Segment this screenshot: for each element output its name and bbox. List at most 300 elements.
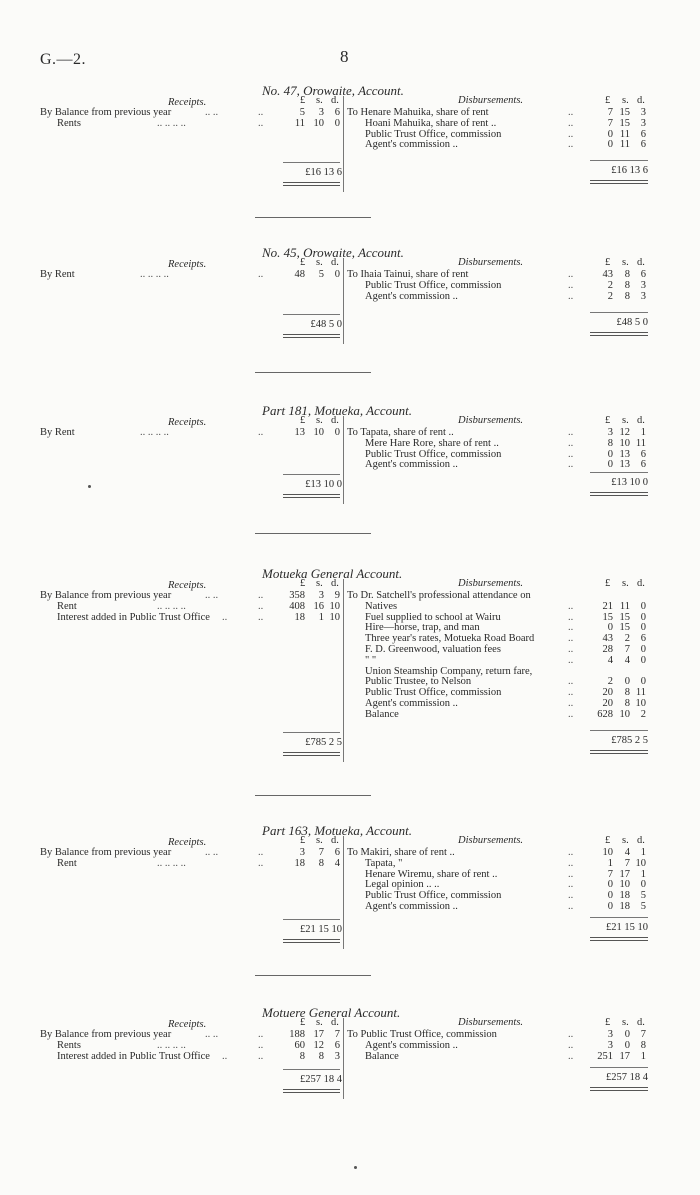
disbursement-leader-end: ..: [568, 459, 574, 471]
disbursement-amount-pounds: 3: [607, 1039, 613, 1051]
disbursement-item: Union Steamship Company, return fare,: [365, 665, 533, 677]
receipts-total-rule: [283, 314, 340, 315]
disbursement-item: Public Trust Office, commission: [365, 687, 502, 699]
disbursements-total: £785 2 5: [611, 735, 648, 746]
receipt-leader-end: ..: [258, 427, 264, 438]
disbursements-lsd-header: d.: [637, 95, 645, 106]
receipt-leader: .. .. .. ..: [140, 269, 169, 280]
disbursement-amount-pounds: 1: [607, 857, 613, 869]
disbursement-amount-pence: 2: [640, 708, 646, 720]
disbursement-amount-shillings: 4: [624, 654, 630, 666]
receipt-amount-shillings: 3: [318, 107, 324, 118]
disbursement-amount-shillings: 11: [619, 600, 630, 612]
disbursement-amount-pounds: 7: [607, 868, 613, 880]
receipts-lsd-header: £: [300, 95, 306, 106]
disbursement-item: Public Trust Office, commission: [365, 448, 502, 460]
disbursement-item: " ": [365, 654, 377, 666]
receipt-amount-pounds: 5: [299, 107, 305, 118]
disbursement-amount-pounds: 20: [602, 687, 613, 699]
disbursement-amount-pounds: 0: [607, 459, 613, 471]
disbursement-leader-end: ..: [568, 611, 574, 623]
disbursement-amount-shillings: 15: [619, 611, 630, 623]
disbursement-amount-shillings: 11: [619, 128, 630, 140]
disbursement-item: Legal opinion .. ..: [365, 879, 440, 891]
disbursement-amount-pence: 1: [640, 868, 646, 880]
receipt-leader-end: ..: [258, 847, 264, 858]
receipt-amount-shillings: 17: [313, 1029, 324, 1040]
disbursement-amount-shillings: 0: [624, 1039, 630, 1051]
disbursement-amount-pence: 11: [635, 687, 646, 699]
disbursements-heading: Disbursements.: [458, 835, 524, 846]
disbursement-amount-pounds: 4: [607, 654, 613, 666]
receipt-leader: .. ..: [205, 847, 219, 858]
disbursement-item: Tapata, ": [365, 857, 403, 869]
section-separator: [255, 217, 371, 218]
receipt-amount-pence: 0: [334, 269, 340, 280]
disbursement-item: Agent's commission ..: [365, 139, 458, 151]
disbursement-amount-shillings: 15: [619, 622, 630, 634]
receipts-lsd-header: £: [300, 1017, 306, 1028]
disbursement-amount-pounds: 2: [607, 279, 613, 291]
disbursement-leader-end: ..: [568, 890, 574, 902]
disbursement-leader-end: ..: [568, 290, 574, 302]
disbursements-total-rule: [590, 472, 648, 473]
disbursement-amount-pence: 0: [640, 879, 646, 891]
receipt-amount-shillings: 10: [313, 427, 324, 438]
receipt-amount-pounds: 60: [294, 1039, 305, 1051]
receipts-total: £21 15 10: [300, 924, 342, 935]
receipt-amount-shillings: 12: [313, 1039, 324, 1051]
disbursement-amount-pounds: 0: [607, 139, 613, 151]
disbursement-leader-end: ..: [568, 644, 574, 655]
series-label: G.—2.: [40, 51, 87, 68]
disbursements-total: £21 15 10: [606, 922, 648, 933]
account-title: Motueka General Account.: [262, 566, 403, 581]
disbursement-item: Natives: [365, 600, 398, 612]
receipt-amount-pence: 6: [334, 847, 340, 858]
disbursement-leader-end: ..: [568, 676, 574, 688]
receipt-item: By Balance from previous year: [40, 1029, 172, 1040]
receipts-lsd-header: £: [300, 257, 306, 268]
disbursement-amount-pence: 1: [640, 1050, 646, 1062]
receipt-item: By Balance from previous year: [40, 590, 172, 601]
receipt-amount-pence: 10: [329, 600, 340, 612]
receipts-lsd-header: s.: [316, 578, 323, 589]
section-separator: [255, 975, 371, 976]
disbursement-amount-pence: 1: [640, 427, 646, 438]
receipt-amount-shillings: 1: [318, 611, 324, 623]
ledger-divider: [343, 258, 344, 344]
disbursements-heading: Disbursements.: [458, 415, 524, 426]
disbursement-leader-end: ..: [568, 1050, 574, 1062]
disbursement-amount-shillings: 17: [619, 1050, 630, 1062]
disbursement-amount-shillings: 13: [619, 459, 630, 471]
disbursements-lsd-header: £: [605, 257, 611, 268]
disbursement-item: Agent's commission ..: [365, 1039, 458, 1051]
receipt-amount-pence: 0: [334, 117, 340, 129]
receipt-leader-end: ..: [258, 611, 264, 623]
receipts-total-double-rule: [283, 1089, 340, 1093]
disbursement-leader-end: ..: [568, 622, 574, 634]
receipt-amount-pounds: 11: [294, 117, 305, 129]
receipt-amount-shillings: 8: [318, 1050, 324, 1062]
receipts-lsd-header: £: [300, 835, 306, 846]
receipts-heading: Receipts.: [168, 837, 207, 848]
receipt-leader-end: ..: [258, 1029, 264, 1040]
disbursements-lsd-header: d.: [637, 1017, 645, 1028]
disbursement-amount-pence: 10: [635, 698, 646, 709]
disbursements-lsd-header: d.: [637, 578, 645, 589]
disbursement-amount-shillings: 17: [619, 868, 630, 880]
receipt-leader: ..: [222, 611, 228, 623]
disbursements-lsd-header: s.: [622, 95, 629, 106]
disbursement-amount-pence: 5: [640, 890, 646, 902]
disbursement-amount-pounds: 28: [602, 644, 613, 655]
disbursement-amount-shillings: 10: [619, 708, 630, 720]
disbursement-item: To Tapata, share of rent ..: [347, 427, 454, 438]
receipt-leader: .. ..: [205, 590, 219, 601]
receipt-leader: ..: [222, 1050, 228, 1062]
disbursement-item: To Dr. Satchell's professional attendance on: [347, 590, 531, 601]
disbursements-total-double-rule: [590, 937, 648, 941]
disbursement-amount-pence: 3: [640, 117, 646, 129]
disbursement-amount-pounds: 2: [607, 290, 613, 302]
disbursement-item: Henare Wiremu, share of rent ..: [365, 868, 498, 880]
disbursement-amount-shillings: 4: [624, 847, 630, 858]
receipts-lsd-header: £: [300, 578, 306, 589]
ledger-divider: [343, 836, 344, 949]
disbursement-amount-pence: 0: [640, 644, 646, 655]
disbursement-leader-end: ..: [568, 107, 574, 118]
disbursements-total-double-rule: [590, 1087, 648, 1091]
disbursement-amount-shillings: 10: [619, 437, 630, 449]
disbursement-amount-pounds: 3: [607, 1029, 613, 1040]
disbursements-total-double-rule: [590, 332, 648, 336]
receipts-lsd-header: d.: [331, 578, 339, 589]
disbursement-amount-pounds: 0: [607, 901, 613, 912]
receipt-amount-pounds: 3: [299, 847, 305, 858]
disbursement-amount-shillings: 8: [624, 269, 630, 280]
receipt-item: Rents: [57, 117, 81, 129]
disbursement-leader-end: ..: [568, 437, 574, 449]
receipt-amount-shillings: 7: [318, 847, 324, 858]
disbursements-heading: Disbursements.: [458, 1017, 524, 1028]
disbursement-item: Public Trust Office, commission: [365, 890, 502, 902]
disbursements-total-double-rule: [590, 492, 648, 496]
disbursement-leader-end: ..: [568, 879, 574, 891]
receipts-lsd-header: d.: [331, 415, 339, 426]
receipt-leader: .. .. .. ..: [157, 600, 186, 612]
receipts-lsd-header: d.: [331, 257, 339, 268]
account-title: Part 181, Motueka, Account.: [262, 403, 412, 418]
disbursement-item: Agent's commission ..: [365, 901, 458, 912]
disbursement-amount-pounds: 628: [597, 708, 613, 720]
disbursement-item: Public Trust Office, commission: [365, 279, 502, 291]
receipts-heading: Receipts.: [168, 259, 207, 270]
receipt-leader-end: ..: [258, 600, 264, 612]
receipt-amount-pounds: 48: [294, 269, 305, 280]
disbursement-amount-pence: 6: [640, 269, 646, 280]
disbursement-item: Public Trust Office, commission: [365, 128, 502, 140]
disbursements-lsd-header: d.: [637, 257, 645, 268]
receipts-lsd-header: s.: [316, 257, 323, 268]
disbursement-leader-end: ..: [568, 427, 574, 438]
disbursement-amount-shillings: 18: [619, 890, 630, 902]
disbursement-amount-shillings: 10: [619, 879, 630, 891]
receipt-amount-pence: 7: [334, 1029, 340, 1040]
disbursement-amount-pence: 11: [635, 437, 646, 449]
disbursements-lsd-header: d.: [637, 835, 645, 846]
disbursement-amount-shillings: 8: [624, 687, 630, 699]
receipts-total: £13 10 0: [305, 479, 342, 490]
disbursements-lsd-header: s.: [622, 1017, 629, 1028]
receipts-total-double-rule: [283, 494, 340, 498]
disbursement-amount-pence: 6: [640, 139, 646, 151]
disbursements-total-rule: [590, 312, 648, 313]
disbursements-total: £257 18 4: [606, 1072, 648, 1083]
account-title: Motuere General Account.: [262, 1005, 401, 1020]
disbursement-leader-end: ..: [568, 448, 574, 460]
disbursement-item: Agent's commission ..: [365, 459, 458, 471]
disbursements-lsd-header: s.: [622, 835, 629, 846]
receipt-amount-pence: 10: [329, 611, 340, 623]
disbursement-leader-end: ..: [568, 901, 574, 912]
receipts-lsd-header: s.: [316, 835, 323, 846]
receipt-item: By Rent: [40, 269, 75, 280]
receipts-total-double-rule: [283, 182, 340, 186]
ledger-divider: [343, 416, 344, 504]
receipts-total: £16 13 6: [305, 167, 342, 178]
receipt-leader: .. .. .. ..: [157, 857, 186, 869]
disbursements-heading: Disbursements.: [458, 578, 524, 589]
disbursement-amount-pence: 5: [640, 901, 646, 912]
disbursement-leader-end: ..: [568, 687, 574, 699]
disbursement-amount-shillings: 7: [624, 857, 630, 869]
disbursements-heading: Disbursements.: [458, 257, 524, 268]
disbursement-leader-end: ..: [568, 1029, 574, 1040]
disbursements-total-rule: [590, 730, 648, 731]
disbursement-amount-pounds: 251: [597, 1050, 613, 1062]
receipts-total-double-rule: [283, 334, 340, 338]
receipts-total-rule: [283, 732, 340, 733]
receipt-amount-shillings: 16: [313, 600, 324, 612]
disbursement-amount-shillings: 15: [619, 117, 630, 129]
receipt-amount-shillings: 5: [318, 269, 324, 280]
receipt-item: By Balance from previous year: [40, 107, 172, 118]
receipt-amount-shillings: 10: [313, 117, 324, 129]
disbursement-amount-shillings: 11: [619, 139, 630, 151]
receipts-total-rule: [283, 474, 340, 475]
receipts-heading: Receipts.: [168, 97, 207, 108]
section-separator: [255, 795, 371, 796]
disbursement-amount-pence: 3: [640, 290, 646, 302]
disbursement-leader-end: ..: [568, 117, 574, 129]
disbursement-amount-pence: 0: [640, 654, 646, 666]
disbursement-leader-end: ..: [568, 633, 574, 645]
receipt-item: Interest added in Public Trust Office: [57, 611, 210, 623]
disbursement-amount-pounds: 2: [607, 676, 613, 688]
disbursement-amount-shillings: 8: [624, 698, 630, 709]
ledger-divider: [343, 1018, 344, 1099]
receipt-amount-shillings: 3: [318, 590, 324, 601]
ledger-divider: [343, 579, 344, 762]
disbursement-amount-pence: 7: [640, 1029, 646, 1040]
disbursement-amount-pounds: 0: [607, 128, 613, 140]
receipt-leader-end: ..: [258, 107, 264, 118]
disbursement-amount-pounds: 7: [607, 107, 613, 118]
disbursement-amount-pence: 0: [640, 611, 646, 623]
receipts-heading: Receipts.: [168, 580, 207, 591]
disbursement-amount-pounds: 20: [602, 698, 613, 709]
disbursement-amount-pence: 6: [640, 448, 646, 460]
disbursement-leader-end: ..: [568, 279, 574, 291]
disbursement-leader-end: ..: [568, 139, 574, 151]
account-title: No. 45, Orowaite, Account.: [262, 245, 404, 260]
disbursement-item: To Public Trust Office, commission: [347, 1029, 497, 1040]
disbursement-item: Hire—horse, trap, and man: [365, 622, 480, 634]
receipt-leader-end: ..: [258, 590, 264, 601]
disbursement-amount-pence: 3: [640, 279, 646, 291]
receipt-amount-pounds: 13: [294, 427, 305, 438]
receipt-amount-pence: 4: [334, 857, 340, 869]
disbursement-amount-pounds: 0: [607, 622, 613, 634]
receipt-leader-end: ..: [258, 857, 264, 869]
disbursements-total-rule: [590, 917, 648, 918]
disbursement-leader-end: ..: [568, 698, 574, 709]
disbursements-total: £16 13 6: [611, 165, 648, 176]
disbursement-amount-pence: 0: [640, 676, 646, 688]
disbursement-amount-shillings: 13: [619, 448, 630, 460]
receipt-amount-pounds: 18: [294, 611, 305, 623]
receipt-amount-shillings: 8: [318, 857, 324, 869]
account-title: Part 163, Motueka, Account.: [262, 823, 412, 838]
disbursement-amount-shillings: 18: [619, 901, 630, 912]
disbursement-amount-pounds: 8: [607, 437, 613, 449]
receipt-leader-end: ..: [258, 117, 264, 129]
page-number: 8: [340, 47, 349, 66]
disbursement-amount-pounds: 0: [607, 890, 613, 902]
ink-mark: [88, 485, 91, 488]
disbursements-lsd-header: d.: [637, 415, 645, 426]
receipt-leader-end: ..: [258, 269, 264, 280]
disbursement-leader-end: ..: [568, 128, 574, 140]
receipts-total: £785 2 5: [305, 737, 342, 748]
receipts-total-rule: [283, 1069, 340, 1070]
disbursement-amount-pence: 1: [640, 847, 646, 858]
receipt-amount-pounds: 8: [299, 1050, 305, 1062]
disbursement-amount-shillings: 8: [624, 290, 630, 302]
disbursements-heading: Disbursements.: [458, 95, 524, 106]
receipt-item: Rent: [57, 600, 77, 612]
disbursement-leader-end: ..: [568, 868, 574, 880]
disbursement-leader-end: ..: [568, 269, 574, 280]
disbursements-lsd-header: s.: [622, 578, 629, 589]
section-separator: [255, 372, 371, 373]
disbursement-amount-pounds: 21: [602, 600, 613, 612]
disbursement-amount-shillings: 7: [624, 644, 630, 655]
disbursement-amount-pence: 0: [640, 622, 646, 634]
receipts-total: £257 18 4: [300, 1074, 342, 1085]
receipts-lsd-header: d.: [331, 835, 339, 846]
receipt-amount-pounds: 358: [289, 590, 305, 601]
receipt-leader: .. .. .. ..: [157, 117, 186, 129]
disbursement-item: F. D. Greenwood, valuation fees: [365, 644, 501, 655]
receipt-amount-pounds: 408: [289, 600, 305, 612]
disbursement-amount-shillings: 2: [624, 633, 630, 645]
disbursement-item: Agent's commission ..: [365, 698, 458, 709]
disbursement-item: To Makiri, share of rent ..: [347, 847, 455, 858]
receipt-leader: .. ..: [205, 107, 219, 118]
receipts-heading: Receipts.: [168, 417, 207, 428]
disbursement-amount-pence: 8: [640, 1039, 646, 1051]
disbursements-lsd-header: s.: [622, 257, 629, 268]
receipt-leader-end: ..: [258, 1050, 264, 1062]
disbursement-item: Public Trustee, to Nelson: [365, 676, 472, 688]
account-title: No. 47, Orowaite, Account.: [262, 83, 404, 98]
disbursement-amount-pence: 6: [640, 128, 646, 140]
receipts-total-double-rule: [283, 939, 340, 943]
receipt-item: Rents: [57, 1039, 81, 1051]
receipt-amount-pence: 6: [334, 107, 340, 118]
disbursement-amount-pence: 10: [635, 857, 646, 869]
disbursement-amount-pounds: 43: [602, 269, 613, 280]
disbursement-amount-pounds: 3: [607, 427, 613, 438]
disbursement-amount-pence: 0: [640, 600, 646, 612]
disbursement-item: To Ihaia Tainui, share of rent: [347, 269, 469, 280]
receipts-lsd-header: d.: [331, 1017, 339, 1028]
receipt-amount-pence: 3: [334, 1050, 340, 1062]
disbursement-amount-shillings: 8: [624, 279, 630, 291]
disbursements-lsd-header: £: [605, 1017, 611, 1028]
disbursements-lsd-header: £: [605, 578, 611, 589]
receipts-heading: Receipts.: [168, 1019, 207, 1030]
disbursements-lsd-header: s.: [622, 415, 629, 426]
disbursement-item: Agent's commission ..: [365, 290, 458, 302]
receipts-total: £48 5 0: [310, 319, 342, 330]
disbursements-lsd-header: £: [605, 835, 611, 846]
disbursements-lsd-header: £: [605, 415, 611, 426]
receipt-amount-pence: 6: [334, 1039, 340, 1051]
disbursement-leader-end: ..: [568, 654, 574, 666]
receipt-amount-pounds: 18: [294, 857, 305, 869]
disbursements-lsd-header: £: [605, 95, 611, 106]
disbursement-item: Mere Hare Rore, share of rent ..: [365, 437, 499, 449]
disbursement-amount-pounds: 15: [602, 611, 613, 623]
receipt-item: By Rent: [40, 427, 75, 438]
disbursement-item: To Henare Mahuika, share of rent: [347, 107, 489, 118]
receipt-item: Interest added in Public Trust Office: [57, 1050, 210, 1062]
receipts-total-rule: [283, 919, 340, 920]
disbursement-amount-pounds: 43: [602, 633, 613, 645]
disbursement-item: Hoani Mahuika, share of rent ..: [365, 117, 497, 129]
disbursement-item: Fuel supplied to school at Wairu: [365, 611, 501, 623]
disbursement-amount-pounds: 0: [607, 448, 613, 460]
disbursement-amount-pounds: 7: [607, 117, 613, 129]
receipt-amount-pence: 0: [334, 427, 340, 438]
receipt-leader: .. .. .. ..: [140, 427, 169, 438]
receipt-amount-pence: 9: [334, 590, 340, 601]
disbursement-item: Three year's rates, Motueka Road Board: [365, 633, 535, 645]
receipt-amount-pounds: 188: [289, 1029, 305, 1040]
receipts-lsd-header: s.: [316, 95, 323, 106]
receipts-lsd-header: s.: [316, 1017, 323, 1028]
disbursements-total-rule: [590, 1067, 648, 1068]
disbursement-leader-end: ..: [568, 600, 574, 612]
receipt-leader-end: ..: [258, 1039, 264, 1051]
disbursement-item: Balance: [365, 708, 399, 720]
receipt-item: Rent: [57, 857, 77, 869]
disbursement-leader-end: ..: [568, 708, 574, 720]
